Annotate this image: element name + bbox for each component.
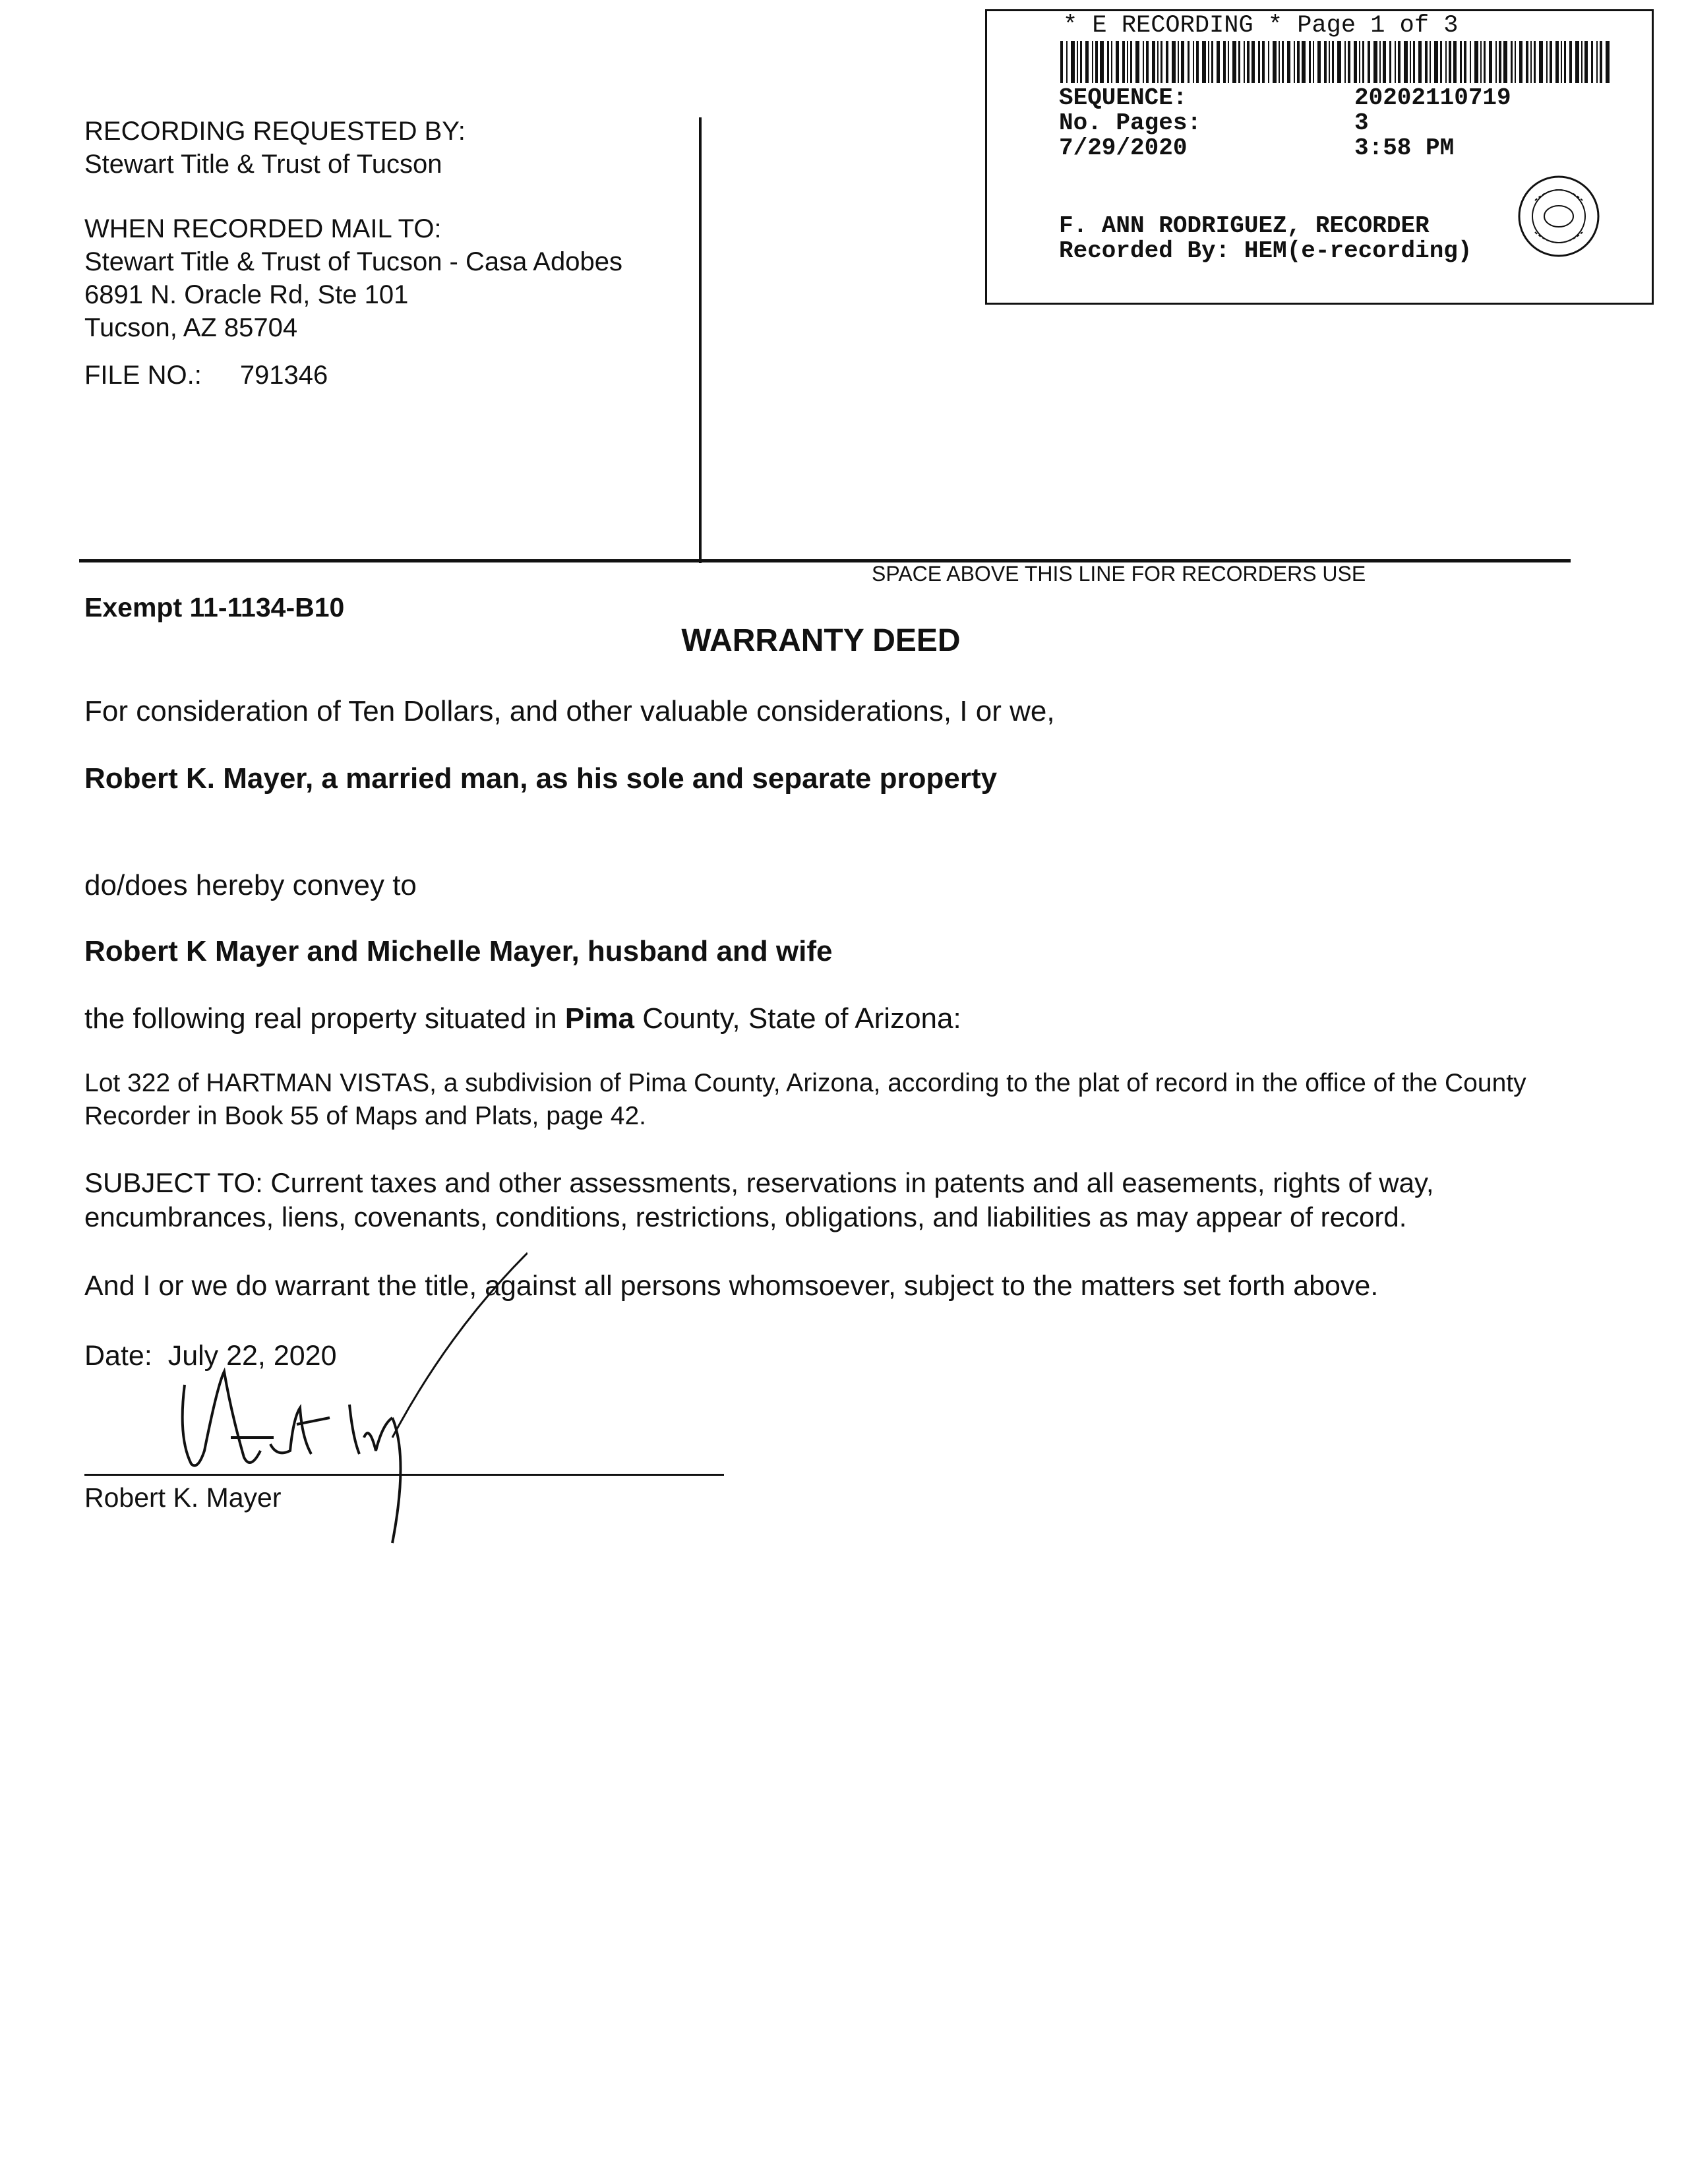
- barcode-bar: [1172, 41, 1176, 83]
- barcode-bar: [1127, 41, 1128, 83]
- grantee: Robert K Mayer and Michelle Mayer, husband and wife: [84, 935, 833, 967]
- barcode-bar: [1066, 41, 1068, 83]
- signature-line: [84, 1474, 724, 1476]
- legal-description: Lot 322 of HARTMAN VISTAS, a subdivision of Pima County, Arizona, according to the plat of record in the office of the County Recorder in Book 55 of Maps and Plats, page 42.: [84, 1069, 1526, 1130]
- barcode-bar: [1258, 41, 1260, 83]
- barcode-bar: [1495, 41, 1497, 83]
- barcode-bar: [1440, 41, 1442, 83]
- barcode-bar: [1470, 41, 1471, 83]
- barcode-bar: [1348, 41, 1350, 83]
- barcode-bar: [1511, 41, 1513, 83]
- barcode-bar: [1313, 41, 1314, 83]
- date-label: Date:: [84, 1340, 152, 1372]
- barcode-bar: [1092, 41, 1093, 83]
- recording-info-block: [84, 115, 678, 392]
- exempt-code: Exempt 11-1134-B10: [84, 592, 345, 622]
- barcode-bar: [1317, 41, 1321, 83]
- file-no-value: 791346: [239, 361, 328, 390]
- barcode-bar: [1077, 41, 1078, 83]
- barcode-bar: [1430, 41, 1431, 83]
- file-no-label: FILE NO.:: [84, 361, 202, 390]
- subject-to-clause: SUBJECT TO: Current taxes and other assessments, reservations in patents and all easements, rights of way, encumbrances, liens, covenants, conditions, restrictions, obligations, and liabilities as may appear of record.: [84, 1167, 1434, 1232]
- barcode-bar: [1555, 41, 1559, 83]
- barcode-bar: [1564, 41, 1566, 83]
- barcode-bar: [1178, 41, 1179, 83]
- document-title: WARRANTY DEED: [681, 623, 961, 658]
- barcode-bar: [1484, 41, 1486, 83]
- barcode-bar: [1410, 41, 1411, 83]
- barcode-bar: [1223, 41, 1226, 83]
- barcode-bar: [1085, 41, 1089, 83]
- barcode-bar: [1596, 41, 1598, 83]
- situated-prefix: the following real property situated in: [84, 1002, 565, 1035]
- space-above-note: SPACE ABOVE THIS LINE FOR RECORDERS USE: [872, 562, 1366, 586]
- barcode-bar: [1354, 41, 1357, 83]
- barcode-bar: [1273, 41, 1277, 83]
- barcode-bar: [1193, 41, 1194, 83]
- barcode-bar: [1302, 41, 1306, 83]
- date-value: July 22, 2020: [167, 1340, 337, 1372]
- recorder-name: F. ANN RODRIGUEZ, RECORDER: [1059, 212, 1430, 239]
- barcode-bar: [1606, 41, 1610, 83]
- barcode: [1060, 41, 1614, 83]
- recorded-by: Recorded By: HEM(e-recording): [1059, 237, 1472, 264]
- barcode-bar: [1337, 41, 1341, 83]
- pages-value: 3: [1354, 109, 1369, 136]
- barcode-bar: [1581, 41, 1582, 83]
- barcode-bar: [1244, 41, 1245, 83]
- recording-time: 3:58 PM: [1354, 135, 1455, 162]
- barcode-bar: [1146, 41, 1149, 83]
- situated-text: [84, 1002, 961, 1035]
- barcode-bar: [1095, 41, 1098, 83]
- barcode-bar: [1282, 41, 1284, 83]
- barcode-bar: [1404, 41, 1408, 83]
- barcode-bar: [1575, 41, 1579, 83]
- barcode-bar: [1434, 41, 1438, 83]
- barcode-bar: [1329, 41, 1330, 83]
- pages-label: No. Pages:: [1059, 109, 1202, 136]
- barcode-bar: [1208, 41, 1209, 83]
- mail-to-name: Stewart Title & Trust of Tucson - Casa Adobes: [84, 247, 622, 276]
- signer-name: Robert K. Mayer: [84, 1482, 282, 1513]
- stamp-header: * E RECORDING * Page 1 of 3: [1063, 12, 1459, 40]
- barcode-bar: [1332, 41, 1334, 83]
- barcode-bar: [1309, 41, 1311, 83]
- consideration-text: For consideration of Ten Dollars, and other valuable considerations, I or we,: [84, 695, 1055, 727]
- barcode-bar: [1202, 41, 1206, 83]
- barcode-bar: [1228, 41, 1229, 83]
- barcode-bar: [1445, 41, 1447, 83]
- barcode-bar: [1460, 41, 1462, 83]
- barcode-bar: [1395, 41, 1396, 83]
- barcode-bar: [1232, 41, 1236, 83]
- barcode-bar: [1143, 41, 1144, 83]
- barcode-bar: [1217, 41, 1220, 83]
- barcode-bar: [1418, 41, 1422, 83]
- barcode-bar: [1160, 41, 1162, 83]
- barcode-bar: [1389, 41, 1391, 83]
- barcode-bar: [1268, 41, 1269, 83]
- barcode-bar: [1464, 41, 1466, 83]
- barcode-bar: [1539, 41, 1543, 83]
- barcode-bar: [1499, 41, 1501, 83]
- barcode-bar: [1519, 41, 1522, 83]
- requested-by-label: RECORDING REQUESTED BY:: [84, 117, 466, 146]
- barcode-bar: [1474, 41, 1478, 83]
- barcode-bar: [1251, 41, 1255, 83]
- barcode-bar: [1130, 41, 1132, 83]
- barcode-bar: [1262, 41, 1265, 83]
- barcode-bar: [1135, 41, 1139, 83]
- barcode-bar: [1122, 41, 1125, 83]
- barcode-bar: [1344, 41, 1346, 83]
- barcode-bar: [1480, 41, 1482, 83]
- barcode-bar: [1359, 41, 1360, 83]
- barcode-bar: [1324, 41, 1327, 83]
- barcode-bar: [1530, 41, 1532, 83]
- barcode-bar: [1080, 41, 1082, 83]
- sequence-label: SEQUENCE:: [1059, 84, 1188, 111]
- barcode-bar: [1600, 41, 1602, 83]
- barcode-bar: [1247, 41, 1250, 83]
- barcode-bar: [1534, 41, 1536, 83]
- header-vertical-divider: [699, 117, 702, 563]
- sequence-value: 20202110719: [1354, 84, 1511, 111]
- barcode-bar: [1379, 41, 1381, 83]
- barcode-bar: [1584, 41, 1588, 83]
- barcode-bar: [1116, 41, 1119, 83]
- barcode-bar: [1503, 41, 1507, 83]
- barcode-bar: [1107, 41, 1109, 83]
- barcode-bar: [1294, 41, 1295, 83]
- barcode-bar: [1238, 41, 1240, 83]
- barcode-bar: [1362, 41, 1364, 83]
- barcode-bar: [1569, 41, 1572, 83]
- mail-to-city: Tucson, AZ 85704: [84, 313, 298, 342]
- barcode-bar: [1425, 41, 1428, 83]
- barcode-bar: [1368, 41, 1370, 83]
- barcode-bar: [1188, 41, 1190, 83]
- barcode-bar: [1100, 41, 1104, 83]
- barcode-bar: [1060, 41, 1063, 83]
- barcode-bar: [1211, 41, 1213, 83]
- barcode-bar: [1591, 41, 1593, 83]
- barcode-bar: [1287, 41, 1290, 83]
- barcode-bar: [1515, 41, 1516, 83]
- barcode-bar: [1561, 41, 1562, 83]
- county-name: Pima: [564, 1002, 635, 1035]
- barcode-bar: [1526, 41, 1528, 83]
- barcode-bar: [1373, 41, 1377, 83]
- barcode-bar: [1489, 41, 1492, 83]
- barcode-bar: [1453, 41, 1457, 83]
- barcode-bar: [1166, 41, 1168, 83]
- mail-to-label: WHEN RECORDED MAIL TO:: [84, 214, 442, 243]
- barcode-bar: [1550, 41, 1552, 83]
- warranty-clause: And I or we do warrant the title, against all persons whomsoever, subject to the matters set forth above.: [84, 1270, 1379, 1302]
- barcode-bar: [1383, 41, 1386, 83]
- barcode-bar: [1111, 41, 1112, 83]
- county-seal-icon: [1517, 174, 1601, 258]
- convey-text: do/does hereby convey to: [84, 869, 417, 901]
- barcode-bar: [1152, 41, 1155, 83]
- recording-date: 7/29/2020: [1059, 135, 1188, 162]
- grantor: Robert K. Mayer, a married man, as his sole and separate property: [84, 762, 998, 795]
- barcode-bar: [1157, 41, 1159, 83]
- mail-to-street: 6891 N. Oracle Rd, Ste 101: [84, 280, 409, 309]
- barcode-bar: [1279, 41, 1280, 83]
- barcode-bar: [1071, 41, 1075, 83]
- barcode-bar: [1181, 41, 1184, 83]
- signature-icon: [132, 1240, 528, 1569]
- barcode-bar: [1449, 41, 1451, 83]
- situated-suffix: County, State of Arizona:: [634, 1002, 961, 1035]
- barcode-bar: [1413, 41, 1415, 83]
- barcode-bar: [1297, 41, 1300, 83]
- requested-by-value: Stewart Title & Trust of Tucson: [84, 150, 442, 179]
- barcode-bar: [1196, 41, 1199, 83]
- barcode-bar: [1398, 41, 1401, 83]
- barcode-bar: [1546, 41, 1548, 83]
